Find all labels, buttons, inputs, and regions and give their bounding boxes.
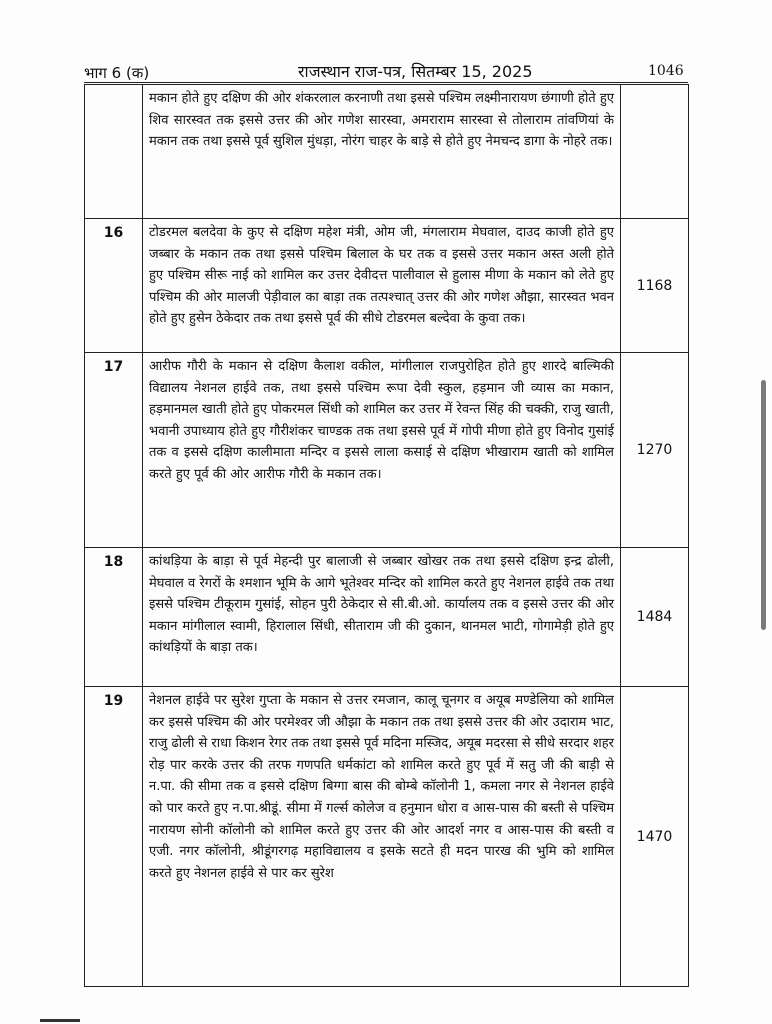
population-value: 1484: [621, 548, 689, 687]
table-row: [85, 548, 689, 687]
page-number: 1046: [648, 63, 684, 79]
page-header: [0, 0, 772, 86]
population-value: [621, 85, 689, 219]
ward-number: [85, 85, 143, 219]
ward-number: 16: [85, 219, 143, 353]
ward-number: 18: [85, 548, 143, 687]
table-row: [85, 219, 689, 353]
ward-boundary-table: [84, 84, 689, 987]
header-rule: [84, 82, 688, 83]
ward-number: 19: [85, 687, 143, 987]
footer-rule: [40, 1019, 80, 1022]
population-value: 1168: [621, 219, 689, 353]
scrollbar-thumb[interactable]: [761, 380, 766, 630]
boundary-description: मकान होते हुए दक्षिण की ओर शंकरलाल करनाणी तथा इससे पश्चिम लक्ष्मीनारायण छंगाणी होते हुए शिव सारस्वत तक इससे उत्तर की ओर गणेश सारस्वा, अमराराम सारस्वा से तोलाराम तांवणियां के मकान तक तथा इससे पूर्व सुशिल मुंधड़ा, नोरंग चाहर के बाड़े से होते हुए नेमचन्द डागा के नोहरे तक।: [143, 85, 621, 219]
boundary-description: नेशनल हाईवे पर सुरेश गुप्ता के मकान से उत्तर रमजान, कालू चूनगर व अयूब मण्डेलिया को शामिल कर इससे पश्चिम की ओर परमेश्वर जी औझा के मकान तक तथा इससे उत्तर की ओर उदाराम भाट, राजु ढोली से राधा किशन रेगर तक तथा इससे पूर्व मदिना मस्जिद, अयूब मदरसा से सीधे सरदार शहर रोड़ पार करके उत्तर की तरफ गणपति धर्मकांटा को शामिल करते हुए पूर्व में सतु जी की बाड़ी से न.पा. की सीमा तक व इससे दक्षिण बिग्गा बास की बोम्बे कॉलोनी 1, कमला नगर से नेशनल हाईवे को पार करते हुए न.पा.श्रीडूं. सीमा में गर्ल्स कोलेज व हनुमान धोरा व आस-पास की बस्ती से पश्चिम नारायण सोनी कॉलोनी को शामिल करते हुए उत्तर की ओर आदर्श नगर व आस-पास की बस्ती व एजी. नगर कॉलोनी, श्रीडूंगरगढ़ महाविद्यालय व इसके सटते ही मदन पारख की भुमि को शामिल करते हुए नेशनल हाईवे से पार कर सुरेश: [143, 687, 621, 987]
population-value: 1470: [621, 687, 689, 987]
table-row: [85, 687, 689, 987]
table-row: [85, 353, 689, 548]
boundary-description: कांथड़िया के बाड़ा से पूर्व मेहन्दी पुर बालाजी से जब्बार खोखर तक तथा इससे दक्षिण इन्द्र ढोली, मेघवाल व रेगरों के श्मशान भूमि के आगे भूतेश्वर मन्दिर को शामिल करते हुए नेशनल हाईवे तक तथा इससे पश्चिम टीकूराम गुसांई, सोहन पुरी ठेकेदार से सी.बी.ओ. कार्यालय तक व इससे उत्तर की ओर मकान मांगीलाल स्वामी, हिरालाल सिंधी, सीताराम जी की दुकान, थानमल भाटी, गोगामेड़ी होते हुए कांथड़ियों के बाड़ा तक।: [143, 548, 621, 687]
boundary-description: आरीफ गौरी के मकान से दक्षिण कैलाश वकील, मांगीलाल राजपुरोहित होते हुए शारदे बाल्मिकी विद्यालय नेशनल हाईवे तक, तथा इससे पश्चिम रूपा देवी स्कुल, हड़मान जी व्यास का मकान, हड़मानमल खाती होते हुए पोकरमल सिंधी को शामिल कर उत्तर में रेवन्त सिंह की चक्की, राजु खाती, भवानी उपाध्याय होते हुए गौरीशंकर चाण्डक तक तथा इससे पूर्व में गोपी मीणा होते हुए विनोद गुसांई तक व इससे दक्षिण कालीमाता मन्दिर व इससे लाला कसाई से दक्षिण भीखाराम खाती को शामिल करते हुए पूर्व की ओर आरीफ गौरी के मकान तक।: [143, 353, 621, 548]
ward-number: 17: [85, 353, 143, 548]
gazette-title: राजस्थान राज-पत्र, सितम्बर 15, 2025: [298, 62, 533, 81]
boundary-description: टोडरमल बलदेवा के कुए से दक्षिण महेश मंत्री, ओम जी, मंगलाराम मेघवाल, दाउद काजी होते हुए जब्बार के मकान तक तथा इससे पश्चिम बिलाल के घर तक व इससे उत्तर मकान अस्त अली होते हुए पश्चिम सीरू नाई को शामिल कर उत्तर देवीदत्त पालीवाल से हुलास मीणा के मकान को लेते हुए पश्चिम की ओर मालजी पेड़ीवाल का बाड़ा तक तत्पश्चात् उत्तर की ओर गणेश औझा, सारस्वत भवन होते हुए हुसेन ठेकेदार तक तथा इससे पूर्व की सीधे टोडरमल बल्देवा के कुवा तक।: [143, 219, 621, 353]
population-value: 1270: [621, 353, 689, 548]
table-row: [85, 85, 689, 219]
part-label: भाग 6 (क): [84, 64, 150, 82]
